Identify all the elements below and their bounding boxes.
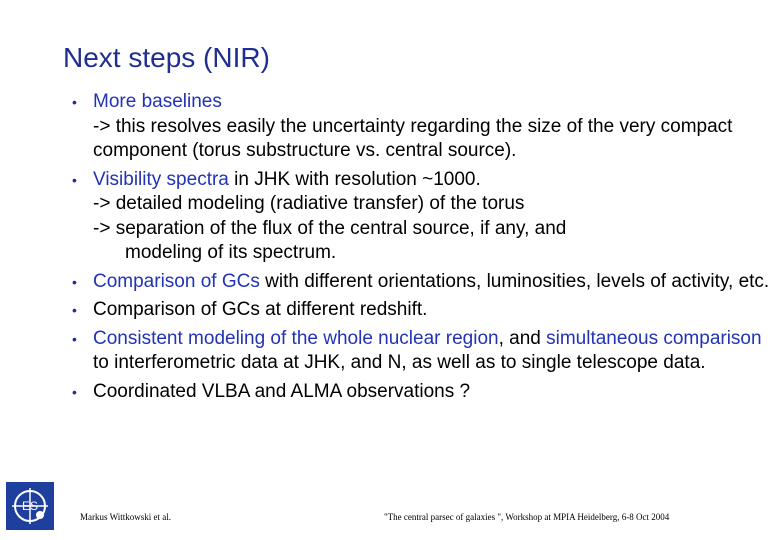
bullet-subline: -> detailed modeling (radiative transfer) of the torus bbox=[93, 193, 525, 214]
bullet-head: More baselines bbox=[93, 91, 222, 112]
bullet-highlight: Consistent modeling of the whole nuclear region bbox=[93, 327, 499, 349]
bullet-item bbox=[72, 90, 772, 164]
bullet-item bbox=[72, 298, 772, 323]
bullet-highlight: simultaneous comparison bbox=[546, 327, 762, 349]
bullet-text: with different orientations, luminosities, levels of activity, etc. bbox=[259, 270, 770, 292]
bullet-subline: -> separation of the flux of the central source, if any, and bbox=[93, 217, 567, 239]
bullet-item bbox=[72, 380, 772, 405]
bullet-dot-icon: • bbox=[72, 171, 77, 188]
bullet-dot-icon: • bbox=[72, 383, 77, 400]
bullet-item bbox=[72, 270, 772, 295]
svg-text:ES: ES bbox=[21, 499, 39, 513]
bullet-text: Comparison of GCs at different redshift. bbox=[93, 299, 428, 320]
bullet-item bbox=[72, 168, 772, 266]
bullet-dot-icon: • bbox=[72, 302, 77, 318]
bullet-item bbox=[72, 327, 772, 376]
bullet-text: , and bbox=[498, 327, 547, 349]
eso-logo-icon bbox=[6, 482, 54, 530]
bullet-subline-indented: modeling of its spectrum. bbox=[125, 242, 337, 263]
bullet-text: in JHK with resolution ~1000. bbox=[228, 168, 481, 190]
bullet-text: to interferometric data at JHK, and N, as well as to single telescope data. bbox=[93, 352, 706, 373]
slide-title: Next steps (NIR) bbox=[63, 42, 270, 73]
footer-author: Markus Wittkowski et al. bbox=[80, 512, 171, 522]
bullet-highlight: Visibility spectra bbox=[93, 168, 229, 190]
bullet-dot-icon: • bbox=[72, 94, 77, 110]
bullet-dot-icon: • bbox=[72, 330, 77, 347]
bullet-dot-icon: • bbox=[72, 273, 77, 290]
footer-event: "The central parsec of galaxies ", Workshop at MPIA Heidelberg, 6-8 Oct 2004 bbox=[384, 512, 670, 522]
bullet-text: Coordinated VLBA and ALMA observations ? bbox=[93, 380, 471, 402]
bullet-subline: -> this resolves easily the uncertainty regarding the size of the very compact component (torus substructure vs. central source). bbox=[93, 115, 733, 161]
bullet-highlight: Comparison of GCs bbox=[93, 270, 260, 292]
bullet-list bbox=[72, 90, 772, 408]
